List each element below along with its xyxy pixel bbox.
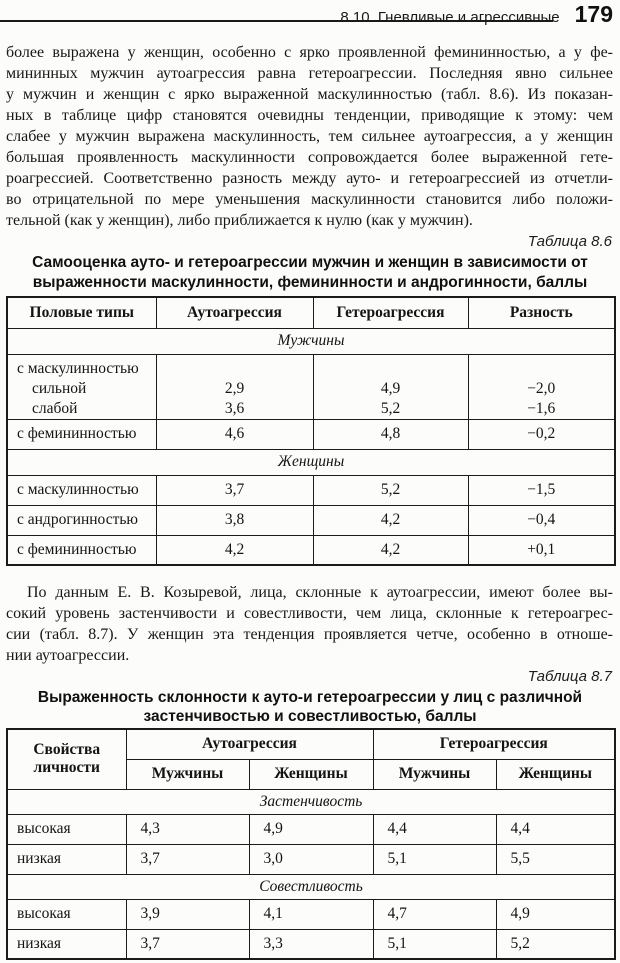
section-label: Мужчины [7,328,615,354]
column-header: Гетероагрессия [313,297,468,328]
group-header-hetero: Гетероагрессия [373,729,615,759]
paragraph-line: большая проявленность маскулинности сопровождается более выраженной гете- [6,149,613,166]
cell-value: −0,4 [468,505,615,535]
row-sublabel: слабой [32,399,78,417]
paragraph-line: роагрессией. Соответственно разность между ауто- и гетероагрессией из отчетли- [6,170,613,187]
table-row [7,535,615,565]
value-cell [156,354,313,419]
cell-value: 4,4 [496,814,615,844]
table-8-7 [6,728,616,960]
paragraph-line: во отрицательной по мере уменьшения маскулинности становится либо положи- [6,191,613,208]
table-8-6 [6,296,616,566]
row-label: с фемининностью [7,535,156,565]
paragraph-line: тельной (как у женщин), либо приближается к нулю (как у мужчин). [6,212,473,229]
table-8-6-title [10,253,610,293]
cell-value: 4,1 [249,899,373,929]
spacer [469,359,615,379]
table-8-6-caption: Таблица 8.6 [527,233,612,250]
paragraph-line: более выражена у женщин, особенно с ярко проявленной фемининностью, а у фе- [6,44,613,61]
cell-value: 3,7 [156,475,313,505]
cell-value: 5,1 [373,844,496,874]
row-label: низкая [7,929,126,959]
table-row [7,354,615,419]
paragraph-line: По данным Е. В. Козыревой, лица, склонные к аутоагрессии, имеют более вы- [27,584,613,601]
row-sublabel: сильной [32,379,87,397]
paragraph-line: у мужчин и женщин с ярко выраженной маскулинностью (табл. 8.6). Из показан- [6,86,613,103]
chapter-section-title: 8.10. Гневливые и агрессивные [340,9,560,26]
cell-value: 4,9 [380,379,401,397]
cell-value: 5,2 [313,475,468,505]
page-number: 179 [574,1,613,27]
column-header: Аутоагрессия [156,297,313,328]
value-cell [468,354,615,419]
cell-value: 4,7 [373,899,496,929]
cell-value: +0,1 [468,535,615,565]
cell-value: 4,9 [496,899,615,929]
section-row-shyness [7,789,615,814]
column-subheader: Мужчины [126,759,249,789]
cell-value: 5,1 [373,929,496,959]
cell-value: 3,8 [156,505,313,535]
table-row [7,475,615,505]
table-title-line: Самооценка ауто- и гетероагрессии мужчин и женщин в зависимости от [32,254,588,271]
cell-value: 4,9 [249,814,373,844]
cell-value: 4,4 [373,814,496,844]
cell-value: 3,7 [126,844,249,874]
column-header: Свойства личности [7,729,126,789]
table-8-7-title [10,688,610,726]
table-title-line: выраженности маскулинности, фемининности и андрогинности, баллы [32,274,588,291]
cell-value: 4,8 [313,419,468,449]
cell-value: 3,9 [126,899,249,929]
section-label: Застенчивость [7,789,615,814]
cell-value: 3,6 [224,399,245,417]
cell-value: 4,6 [156,419,313,449]
row-label: с андрогинностью [7,505,156,535]
cell-value: −1,6 [527,399,556,417]
section-label: Совестливость [7,874,615,899]
section-row-men [7,328,615,354]
page-header [0,0,620,40]
value-cell [313,354,468,419]
column-subheader: Мужчины [373,759,496,789]
spacer [157,359,313,379]
table-header-row [7,729,615,759]
paragraph-line: нии аутоагрессии. [6,647,130,664]
section-label: Женщины [7,449,615,475]
table-row [7,899,615,929]
cell-value: −2,0 [527,379,556,397]
cell-value: 4,2 [156,535,313,565]
section-row-conscientiousness [7,874,615,899]
row-label: с фемининностью [7,419,156,449]
paragraph-line: мининных мужчин аутоагрессия равна гетероагрессии. Последняя явно сильнее [6,65,613,82]
cell-value: 3,7 [126,929,249,959]
paragraph-1 [6,42,613,231]
table-row [7,814,615,844]
table-row [7,844,615,874]
row-label: с маскулинностью [7,475,156,505]
table-row [7,505,615,535]
cell-value: −0,2 [468,419,615,449]
cell-value: 4,2 [313,535,468,565]
section-row-women [7,449,615,475]
cell-value: 3,3 [249,929,373,959]
paragraph-line: сии (табл. 8.7). У женщин эта тенденция проявляется четче, особенно в отноше- [6,626,613,643]
column-subheader: Женщины [496,759,615,789]
cell-value: 5,5 [496,844,615,874]
table-title-line: застенчивостью и совестливостью, баллы [143,708,477,725]
column-subheader: Женщины [249,759,373,789]
cell-value: 4,3 [126,814,249,844]
row-label: высокая [7,899,126,929]
cell-value: −1,5 [468,475,615,505]
column-header: Разность [468,297,615,328]
table-header-row [7,297,615,328]
row-label: высокая [7,814,126,844]
cell-value: 4,2 [313,505,468,535]
row-label: низкая [7,844,126,874]
table-8-7-caption: Таблица 8.7 [527,668,612,685]
row-label-cell [7,354,156,419]
paragraph-line: ных в таблице цифр становятся очевидны тенденции, приводящие к этому: чем [6,107,613,124]
cell-value: 5,2 [496,929,615,959]
paragraph-2 [6,582,613,666]
table-row [7,929,615,959]
row-label: с маскулинностью [17,359,139,377]
paragraph-line: слабее у мужчин выражена маскулинность, тем сильнее аутоагрессия, а у женщин [6,128,613,145]
group-header-auto: Аутоагрессия [126,729,373,759]
table-title-line: Выраженность склонности к ауто-и гетероагрессии у лиц с различной [37,689,583,706]
column-header: Половые типы [7,297,156,328]
header-text [340,1,613,28]
cell-value: 3,0 [249,844,373,874]
table-row [7,419,615,449]
cell-value: 5,2 [380,399,401,417]
paragraph-line: сокий уровень застенчивости и совестливости, чем лица, склонные к гетероагрес- [6,605,613,622]
spacer [314,359,468,379]
cell-value: 2,9 [224,379,245,397]
